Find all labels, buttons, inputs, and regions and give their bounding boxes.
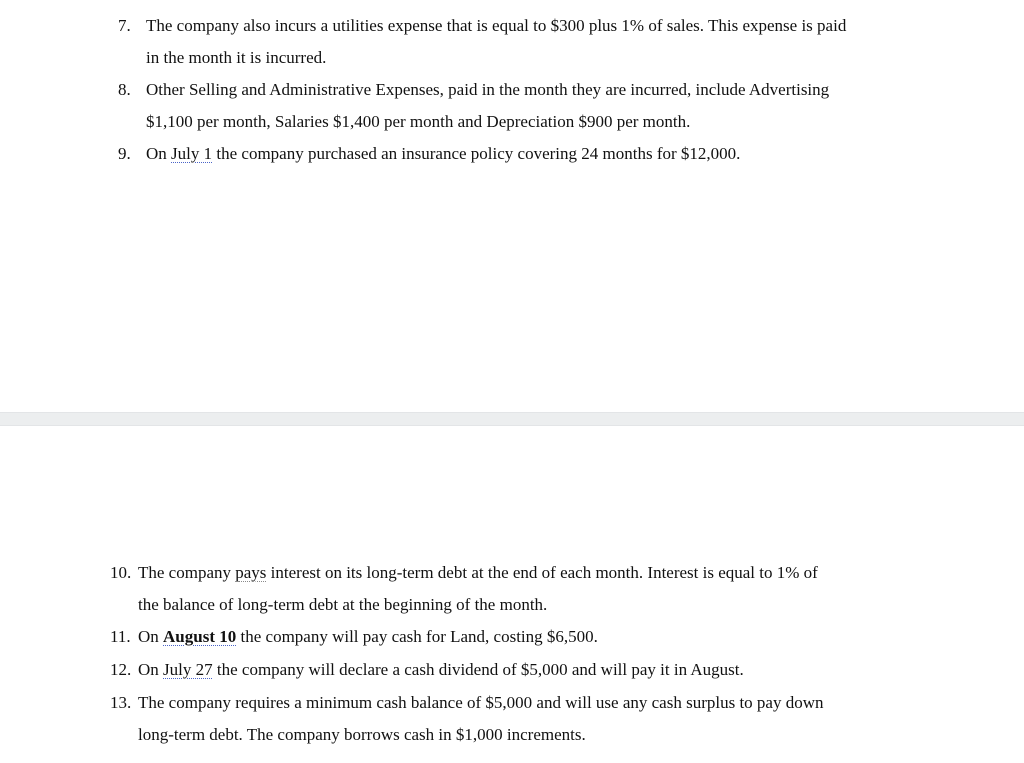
list-item-text-line: $1,100 per month, Salaries $1,400 per month and Depreciation $900 per month. [146,112,691,131]
document-page-2 [0,426,1024,763]
list-item-number: 8. [118,80,131,99]
list-item-text-line [138,654,744,686]
grammar-flag[interactable]: pays [235,563,267,582]
date-smart-tag[interactable]: July 27 [163,660,213,679]
list-item-number: 13. [110,693,132,712]
list-item-number: 9. [118,144,131,163]
list-item-number: 11. [110,627,131,646]
list-item-text-line [146,138,740,170]
list-item-text-line: The company requires a minimum cash balance of $5,000 and will use any cash surplus to pay down [138,693,824,712]
text-run: the company will pay cash for Land, costing $6,500. [236,627,598,646]
text-run: interest on its long-term debt at the end of each month. Interest is equal to 1% of [266,563,818,582]
list-item-13 [110,687,824,751]
list-item-text-line: in the month it is incurred. [146,48,327,67]
list-item-9 [118,138,740,170]
text-run: the company purchased an insurance policy covering 24 months for $12,000. [212,144,741,163]
list-item-10 [110,557,818,621]
list-item-11 [110,621,598,653]
list-item-text-line: the balance of long-term debt at the beginning of the month. [138,595,548,614]
date-smart-tag[interactable]: July 1 [171,144,213,163]
text-run: On [138,627,164,646]
list-item-text-line [138,557,818,589]
list-item-text-line: Other Selling and Administrative Expenses, paid in the month they are incurred, include Advertising [146,80,830,99]
list-item-text-line [138,621,598,653]
page-break-gap [0,412,1024,426]
list-item-12 [110,654,744,686]
list-item-text-line: long-term debt. The company borrows cash in $1,000 increments. [138,725,586,744]
text-run: The company [138,563,236,582]
list-item-text-line: The company also incurs a utilities expense that is equal to $300 plus 1% of sales. This expense is paid [146,16,847,35]
list-item-number: 10. [110,563,132,582]
text-run: On [146,144,172,163]
list-item-8 [118,74,829,138]
date-smart-tag[interactable]: August 10 [163,627,237,646]
list-item-number: 12. [110,660,132,679]
text-run: the company will declare a cash dividend of $5,000 and will pay it in August. [212,660,744,679]
list-item-7 [118,10,846,74]
list-item-number: 7. [118,16,131,35]
text-run: On [138,660,164,679]
